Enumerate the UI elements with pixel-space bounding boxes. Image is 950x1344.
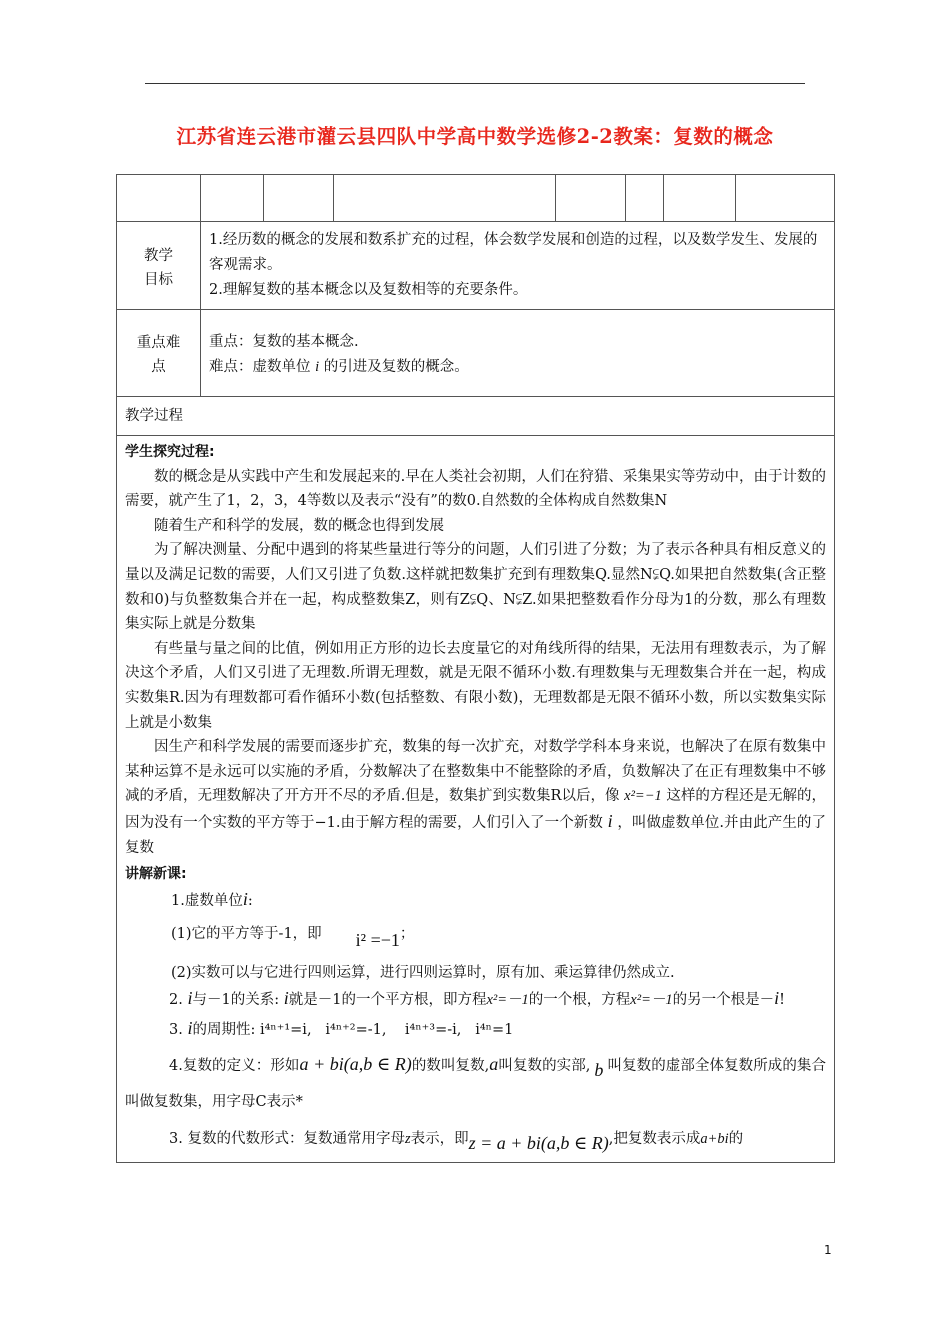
lecture-item-5: 3. 复数的代数形式：复数通常用字母z表示，即z = a + bi(a,b ∈ R),把复数表示成a+bi的 [169, 1131, 744, 1154]
document-title: 江苏省连云港市灌云县四队中学高中数学选修2-2教案：复数的概念 [176, 125, 774, 148]
process-label: 教学过程 [117, 397, 835, 436]
explore-paragraph-5: 因生产和科学发展的需要而逐步扩充，数集的每一次扩充，对数学学科本身来说，也解决了在原有数集中某种运算不是永远可以实施的矛盾，分数解决了在整数集中不能整除的矛盾，负数解决了在正有理数集中不够减的矛盾，无理数解决了开方开不尽的矛盾.但是，数集扩到实数集R以后，像 x²=−1 这样的方程还是无解的，因为没有一个实数的平方等于−1.由于解方程的需要，人们引入了一个新数 i ，叫做虚数单位.并由此产生的了复数 [125, 739, 827, 856]
lesson-body [117, 436, 835, 1163]
lecture-heading: 讲解新课: [125, 866, 187, 883]
goal-2: 2.理解复数的基本概念以及复数相等的充要条件。 [209, 282, 528, 298]
header-rule [145, 83, 805, 84]
goals-label: 教学 目标 [117, 222, 201, 310]
explore-paragraph-2: 随着生产和科学的发展，数的概念也得到发展 [154, 517, 444, 534]
explore-paragraph-1: 数的概念是从实践中产生和发展起来的.早在人类社会初期，人们在狩猎、采集果实等劳动中，由于计数的需要，就产生了1，2，3，4等数以及表示“没有”的数0.自然数的全体构成自然数集N [125, 468, 826, 510]
explore-heading: 学生探究过程: [125, 444, 215, 460]
lecture-item-1a: (1)它的平方等于-1，即 i² =−1； [171, 926, 415, 951]
goals-row [117, 222, 835, 310]
lecture-item-2: 2. i与－1的关系: i就是－1的一个平方根，即方程x²=－1的一个根，方程x²=－1的另一个根是－i! [169, 987, 785, 1008]
difficulty: 难点：虚数单位 i 的引进及复数的概念。 [209, 359, 469, 375]
page-number: 1 [824, 1243, 832, 1257]
focus-row [117, 310, 835, 397]
goals-content [201, 222, 835, 310]
goal-1: 1.经历数的概念的发展和数系扩充的过程，体会数学发展和创造的过程，以及数学发生、发展的客观需求。 [209, 232, 818, 273]
focus-content [201, 310, 835, 397]
lecture-item-4: 4.复数的定义：形如a + bi(a,b ∈ R)的数叫复数,a叫复数的实部, b 叫复数的虚部全体复数所成的集合叫做复数集，用字母C表示* [125, 1054, 827, 1111]
process-row [117, 397, 835, 436]
lesson-plan-table [116, 174, 835, 1163]
explore-paragraph-4: 有些量与量之间的比值，例如用正方形的边长去度量它的对角线所得的结果，无法用有理数表示，为了解决这个矛盾，人们又引进了无理数.所谓无理数，就是无限不循环小数.有理数集与无理数集合并在一起，构成实数集R.因为有理数都可看作循环小数(包括整数、有限小数)，无理数都是无限不循环小数，所以实数集实际上就是小数集 [125, 640, 826, 731]
explore-paragraph-3: 为了解决测量、分配中遇到的将某些量进行等分的问题，人们引进了分数；为了表示各种具有相反意义的量以及满足记数的需要，人们又引进了负数.这样就把数集扩充到有理数集Q.显然N⫋Q.如果把自然数集(含正整数和0)与负整数集合并在一起，构成整数集Z，则有Z⫋Q、N⫋Z.如果把整数看作分母为1的分数，那么有理数集实际上就是分数集 [125, 542, 826, 633]
key-point: 重点：复数的基本概念. [209, 334, 359, 350]
header-blank-row [117, 175, 835, 222]
focus-label: 重点难 点 [117, 310, 201, 397]
lecture-item-3: 3. i的周期性: i⁴ⁿ⁺¹=i, i⁴ⁿ⁺²=-1, i⁴ⁿ⁺³=-i, i⁴ⁿ=1 [169, 1018, 514, 1039]
body-row [117, 436, 835, 1163]
lecture-item-1: 1.虚数单位i: [171, 888, 253, 909]
lecture-item-1b: (2)实数可以与它进行四则运算，进行四则运算时，原有加、乘运算律仍然成立. [171, 965, 675, 982]
